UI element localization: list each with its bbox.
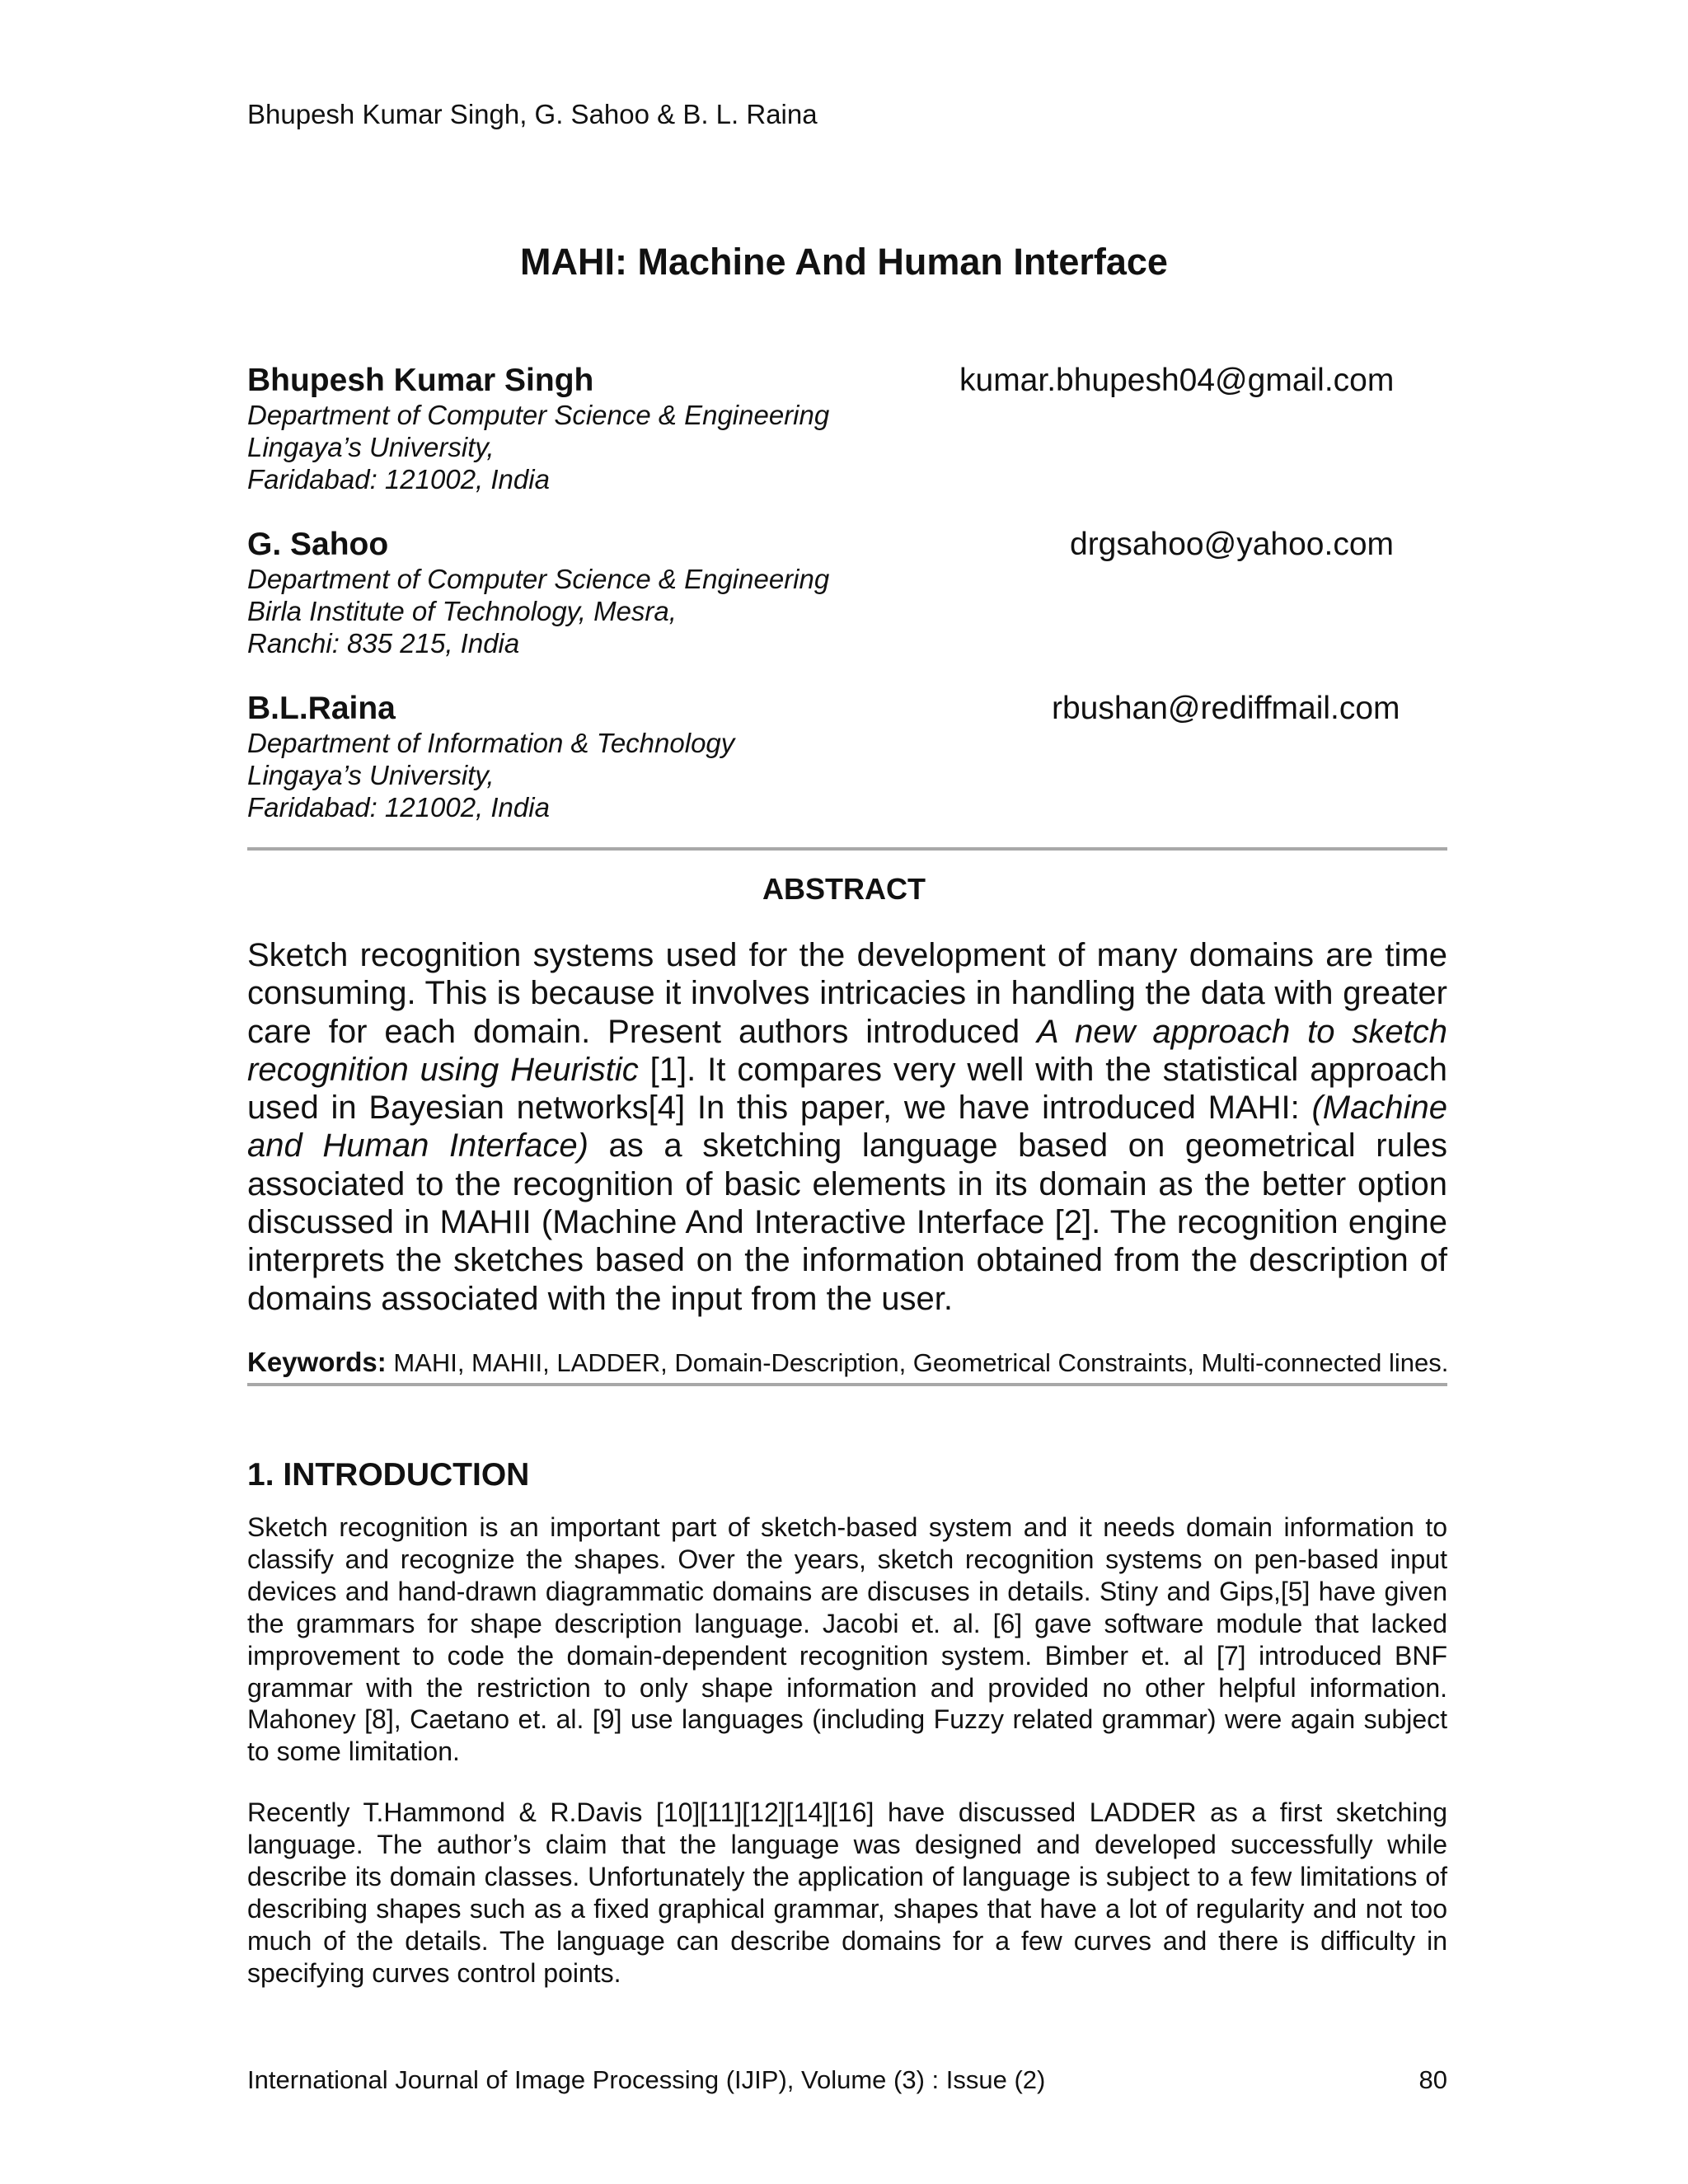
abstract-text: Sketch recognition systems used for the development of many domains are time consuming. This is because it involves intricacies in handling the data with greater care for each domain. Present authors introduced [247,937,1447,1050]
section-divider [247,1383,1447,1386]
affiliation-line: Department of Computer Science & Engineering [247,564,830,594]
affiliation-line: Department of Computer Science & Engineering [247,400,830,430]
keywords-text: MAHI, MAHII, LADDER, Domain-Description, Geometrical Constraints, Multi-connected lines. [386,1348,1449,1377]
abstract-text: as a sketching language based on geometrical rules associated to the recognition of basic elements in its domain as the better option discussed in MAHII (Machine And Interactive Interface [2]. The recognition engine interprets the sketches based on the information obtained from the description of domains associated with the input from the user. [247,1127,1447,1317]
affiliation-line: Faridabad: 121002, India [247,464,550,494]
author-email[interactable]: rbushan@rediffmail.com [1052,691,1400,726]
body-paragraph: Recently T.Hammond & R.Davis [10][11][12][14][16] have discussed LADDER as a first sketching language. The author’s claim that the language was designed and developed successfully while describe its domain classes. Unfortunately the application of language is subject to a few limitations of describing shapes such as a fixed graphical grammar, shapes that have a lot of regularity and not too much of the details. The language can describe domains for a few curves and there is difficulty in specifying curves control points. [247,1797,1447,1988]
affiliation-line: Lingaya’s University, [247,760,495,790]
page-number: 80 [1418,2065,1447,2094]
abstract-heading: ABSTRACT [762,872,926,906]
author-name: B.L.Raina [247,691,396,726]
author-affiliation [247,727,734,823]
section-heading: 1. INTRODUCTION [247,1457,530,1493]
keywords-label: Keywords: [247,1347,387,1377]
footer-journal: International Journal of Image Processing (IJIP), Volume (3) : Issue (2) [247,2065,1046,2094]
abstract-text: [1]. It compares very well with the statistical approach used in Bayesian networks[4] In this paper, we have introduced MAHI: [247,1051,1447,1127]
affiliation-line: Ranchi: 835 215, India [247,628,520,658]
affiliation-line: Birla Institute of Technology, Mesra, [247,596,677,626]
keywords-line [247,1347,1447,1378]
paper-title: MAHI: Machine And Human Interface [520,241,1168,283]
abstract-body [247,936,1447,1318]
running-header: Bhupesh Kumar Singh, G. Sahoo & B. L. Raina [247,99,818,129]
author-email[interactable]: drgsahoo@yahoo.com [1070,527,1394,562]
author-email[interactable]: kumar.bhupesh04@gmail.com [959,363,1395,398]
affiliation-line: Department of Information & Technology [247,728,735,758]
body-paragraph: Sketch recognition is an important part of sketch-based system and it needs domain information to classify and recognize the shapes. Over the years, sketch recognition systems on pen-based input devices and hand-drawn diagrammatic domains are discuses in details. Stiny and Gips,[5] have given the grammars for shape description language. Jacobi et. al. [6] gave software module that lacked improvement to code the domain-dependent recognition system. Bimber et. al [7] introduced BNF grammar with the restriction to only shape information and provided no other helpful information. Mahoney [8], Caetano et. al. [9] use languages (including Fuzzy related grammar) were again subject to some limitation. [247,1512,1447,1767]
author-name: Bhupesh Kumar Singh [247,363,594,398]
affiliation-line: Lingaya’s University, [247,432,495,462]
abstract-emphasis: (Machine and Human Interface) [247,1090,1447,1165]
section-divider [247,847,1447,851]
author-name: G. Sahoo [247,527,389,562]
affiliation-line: Faridabad: 121002, India [247,792,550,823]
author-affiliation [247,563,829,659]
abstract-emphasis: A new approach to sketch recognition using Heuristic [247,1013,1447,1088]
author-affiliation [247,399,829,495]
